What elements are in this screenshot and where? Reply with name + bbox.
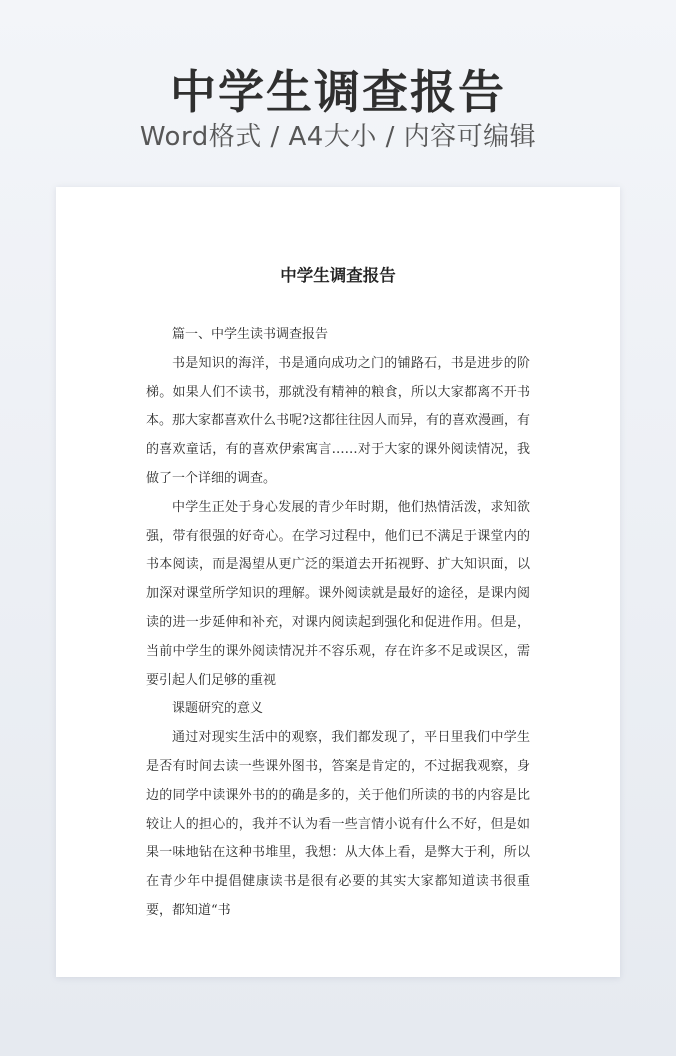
document-title: 中学生调查报告: [280, 266, 396, 285]
section-heading: 篇一、中学生读书调查报告: [172, 327, 329, 342]
page-header: [0, 0, 676, 180]
document-body: [146, 321, 530, 926]
paragraph: 中学生正处于身心发展的青少年时期，他们热情活泼，求知欲强，带有很强的好奇心。在学习过程中，他们已不满足于课堂内的书本阅读，而是渴望从更广泛的渠道去开拓视野、扩大知识面，以加深对课堂所学知识的理解。课外阅读就是最好的途径，是课内阅读的进一步延伸和补充，对课内阅读起到强化和促进作用。但是，当前中学生的课外阅读情况并不容乐观，存在许多不足或误区，需要引起人们足够的重视: [146, 499, 530, 688]
document-page: [56, 187, 620, 977]
page-title: 中学生调查报告: [170, 65, 506, 119]
section-heading: 课题研究的意义: [172, 701, 264, 717]
paragraph: 通过对现实生活中的观察，我们都发现了，平日里我们中学生是否有时间去读一些课外图书，答案是肯定的，不过据我观察，身边的同学中读课外书的的确是多的，关于他们所读的书的内容是比较让人的担心的，我并不认为看一些言情小说有什么不好，但是如果一味地钻在这种书堆里，我想：从大体上看，是弊大于利，所以在青少年中提倡健康读书是很有必要的其实大家都知道读书很重要，都知道“书: [146, 730, 530, 918]
paragraph: 书是知识的海洋，书是通向成功之门的铺路石，书是进步的阶梯。如果人们不读书，那就没有精神的粮食，所以大家都离不开书本。那大家都喜欢什么书呢?这都往往因人而异，有的喜欢漫画，有的喜欢童话，有的喜欢伊索寓言……对于大家的课外阅读情况，我做了一个详细的调查。: [146, 355, 530, 486]
page-subtitle: Word格式 / A4大小 / 内容可编辑: [139, 122, 537, 152]
